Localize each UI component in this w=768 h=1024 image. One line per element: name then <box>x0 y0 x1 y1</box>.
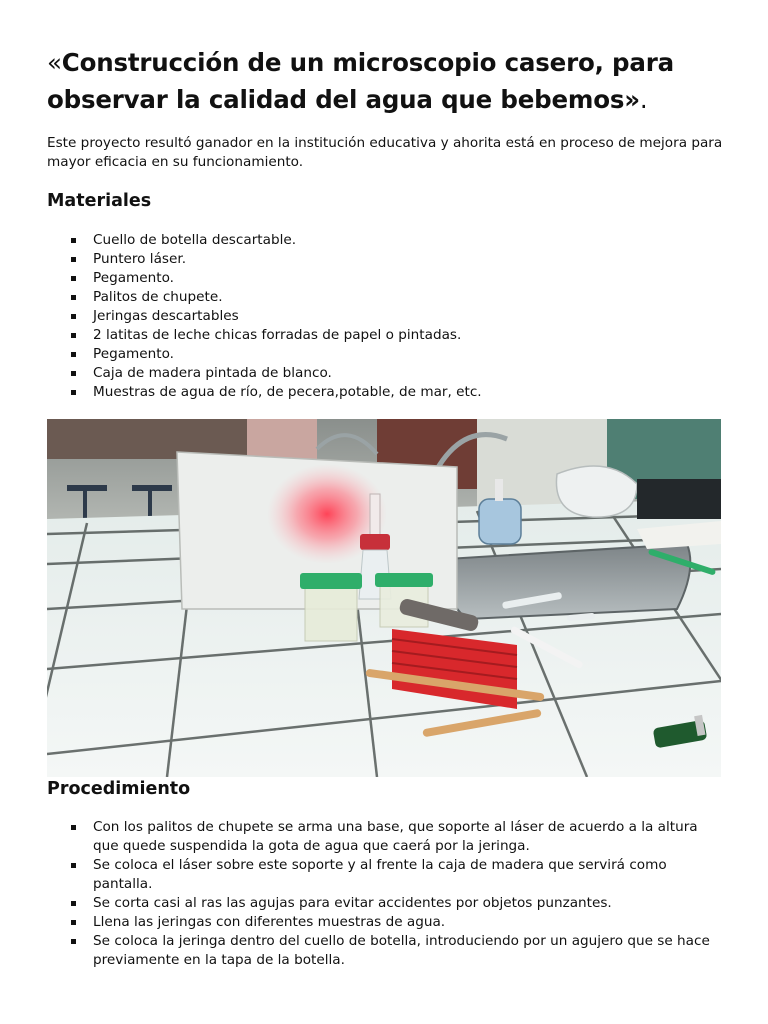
list-item: Se coloca la jeringa dentro del cuello de botella, introduciendo por un agujero que se hace previamente en la tapa de la botella. <box>47 932 727 970</box>
list-item: Muestras de agua de río, de pecera,potable, de mar, etc. <box>47 383 727 402</box>
list-item: Con los palitos de chupete se arma una base, que soporte al láser de acuerdo a la altura que quede suspendida la gota de agua que caerá por la jeringa. <box>47 818 727 856</box>
materials-list <box>47 231 727 402</box>
title-trailing-period: . <box>639 85 648 114</box>
list-item: Jeringas descartables <box>47 307 727 326</box>
list-item: Caja de madera pintada de blanco. <box>47 364 727 383</box>
list-item: Se corta casi al ras las agujas para evitar accidentes por objetos punzantes. <box>47 894 727 913</box>
list-item: Puntero láser. <box>47 250 727 269</box>
procedure-heading: Procedimiento <box>47 779 191 799</box>
list-item: Cuello de botella descartable. <box>47 231 727 250</box>
procedure-list <box>47 818 727 970</box>
materials-heading: Materiales <box>47 191 152 211</box>
list-item: 2 latitas de leche chicas forradas de papel o pintadas. <box>47 326 727 345</box>
document-title <box>47 44 727 118</box>
title-text: Construcción de un microscopio casero, para observar la calidad del agua que bebemos» <box>47 48 674 114</box>
list-item: Palitos de chupete. <box>47 288 727 307</box>
list-item: Pegamento. <box>47 345 727 364</box>
intro-paragraph: Este proyecto resultó ganador en la institución educativa y ahorita está en proceso de mejora para mayor eficacia en su funcionamiento. <box>47 135 723 170</box>
experiment-photo <box>47 419 721 777</box>
list-item: Llena las jeringas con diferentes muestras de agua. <box>47 913 727 932</box>
title-open-quote: « <box>47 48 62 77</box>
list-item: Pegamento. <box>47 269 727 288</box>
list-item: Se coloca el láser sobre este soporte y al frente la caja de madera que servirá como pantalla. <box>47 856 727 894</box>
